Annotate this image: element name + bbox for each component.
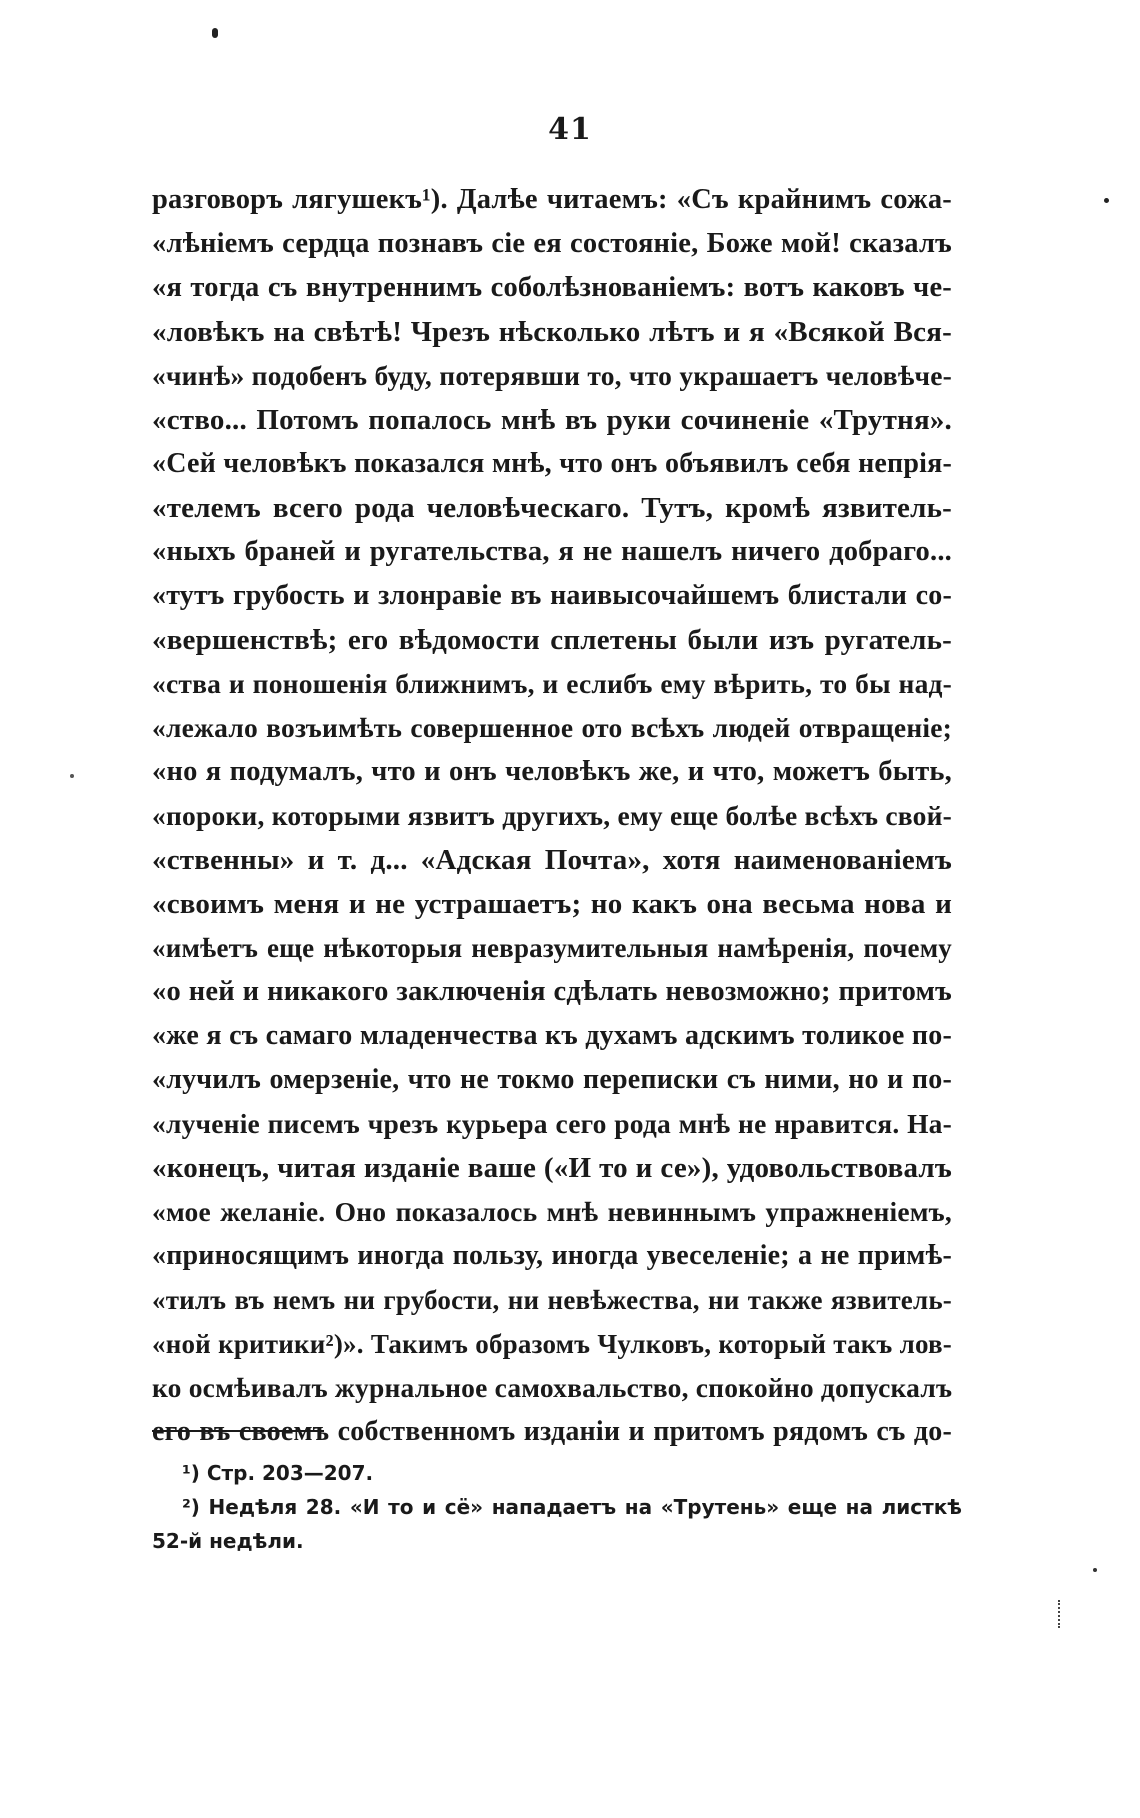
text-line: «конецъ, читая изданіе ваше («И то и се»), удовольствовалъ xyxy=(152,1152,952,1184)
text-line: «же я съ самаго младенчества къ духамъ адскимъ толикое по- xyxy=(152,1020,952,1051)
text-line: «ловѣкъ на свѣтѣ! Чрезъ нѣсколько лѣтъ и я «Всякой Вся- xyxy=(152,316,952,348)
text-line: его въ своемъ собственномъ изданіи и притомъ рядомъ съ до- xyxy=(152,1416,952,1447)
text-line: «тутъ грубость и злонравіе въ наивысочайшемъ блистали со- xyxy=(152,580,952,611)
footnote-1: ¹) Стр. 203—207. xyxy=(182,1461,374,1485)
text-line: «ныхъ браней и ругательства, я не нашелъ ничего добраго... xyxy=(152,536,952,567)
ink-speck xyxy=(1104,198,1109,203)
ink-speck xyxy=(212,28,218,38)
text-line: «тилъ въ немъ ни грубости, ни невѣжества, ни также язвитель- xyxy=(152,1285,952,1315)
text-line: «имѣетъ еще нѣкоторыя невразумительныя намѣренія, почему xyxy=(152,933,952,963)
ink-speck xyxy=(1058,1600,1068,1628)
body-text xyxy=(152,178,952,1454)
text-line: «чинѣ» подобенъ буду, потерявши то, что украшаетъ человѣче- xyxy=(152,360,952,391)
ink-speck xyxy=(70,774,74,778)
text-line: «ной критики²)». Такимъ образомъ Чулковъ, который такъ лов- xyxy=(152,1329,952,1359)
text-line: «ство... Потомъ попалось мнѣ въ руки сочиненіе «Трутня». xyxy=(152,404,952,436)
footnotes xyxy=(152,1456,962,1558)
text-line: разговоръ лягушекъ¹). Далѣе читаемъ: «Съ крайнимъ сожа- xyxy=(152,184,952,215)
text-line: «Сей человѣкъ показался мнѣ, что онъ объявилъ себя непрія- xyxy=(152,448,952,479)
text-line: «лучилъ омерзеніе, что не токмо переписки съ ними, но и по- xyxy=(152,1064,952,1095)
text-line: «лѣніемъ сердца познавъ сіе ея состояніе, Боже мой! сказалъ xyxy=(152,228,952,259)
text-line: «телемъ всего рода человѣческаго. Тутъ, кромѣ язвитель- xyxy=(152,492,952,524)
text-line: «о ней и никакого заключенія сдѣлать невозможно; притомъ xyxy=(152,976,952,1007)
text-line: «приносящимъ иногда пользу, иногда увеселеніе; а не примѣ- xyxy=(152,1240,952,1271)
text-line: «я тогда съ внутреннимъ соболѣзнованіемъ: вотъ каковъ че- xyxy=(152,272,952,303)
text-line: «но я подумалъ, что и онъ человѣкъ же, и что, можетъ быть, xyxy=(152,756,952,787)
text-line: «лежало возъимѣть совершенное ото всѣхъ людей отвращеніе; xyxy=(152,712,952,743)
text-line: «лученіе писемъ чрезъ курьера сего рода мнѣ не нравится. На- xyxy=(152,1108,952,1139)
text-line: «своимъ меня и не устрашаетъ; но какъ она весьма нова и xyxy=(152,888,952,920)
text-line: «ства и поношенія ближнимъ, и еслибъ ему вѣрить, то бы над- xyxy=(152,668,952,699)
text-line: «вершенствѣ; его вѣдомости сплетены были изъ ругатель- xyxy=(152,624,952,656)
footnote-2: ²) Недѣля 28. «И то и сё» нападаетъ на «Трутень» еще на листкѣ xyxy=(182,1495,962,1519)
text-line: «пороки, которыми язвитъ другихъ, ему еще болѣе всѣхъ свой- xyxy=(152,800,952,831)
footnote-2-continued: 52-й недѣли. xyxy=(152,1529,304,1553)
text-line: ко осмѣивалъ журнальное самохвальство, спокойно допускалъ xyxy=(152,1372,953,1403)
text-line: «ственны» и т. д... «Адская Почта», хотя наименованіемъ xyxy=(152,844,952,876)
ink-speck xyxy=(1093,1568,1097,1572)
text-line: «мое желаніе. Оно показалось мнѣ невиннымъ упражненіемъ, xyxy=(152,1196,952,1227)
footnote-separator xyxy=(152,1430,324,1432)
page-number: 41 xyxy=(548,112,592,147)
